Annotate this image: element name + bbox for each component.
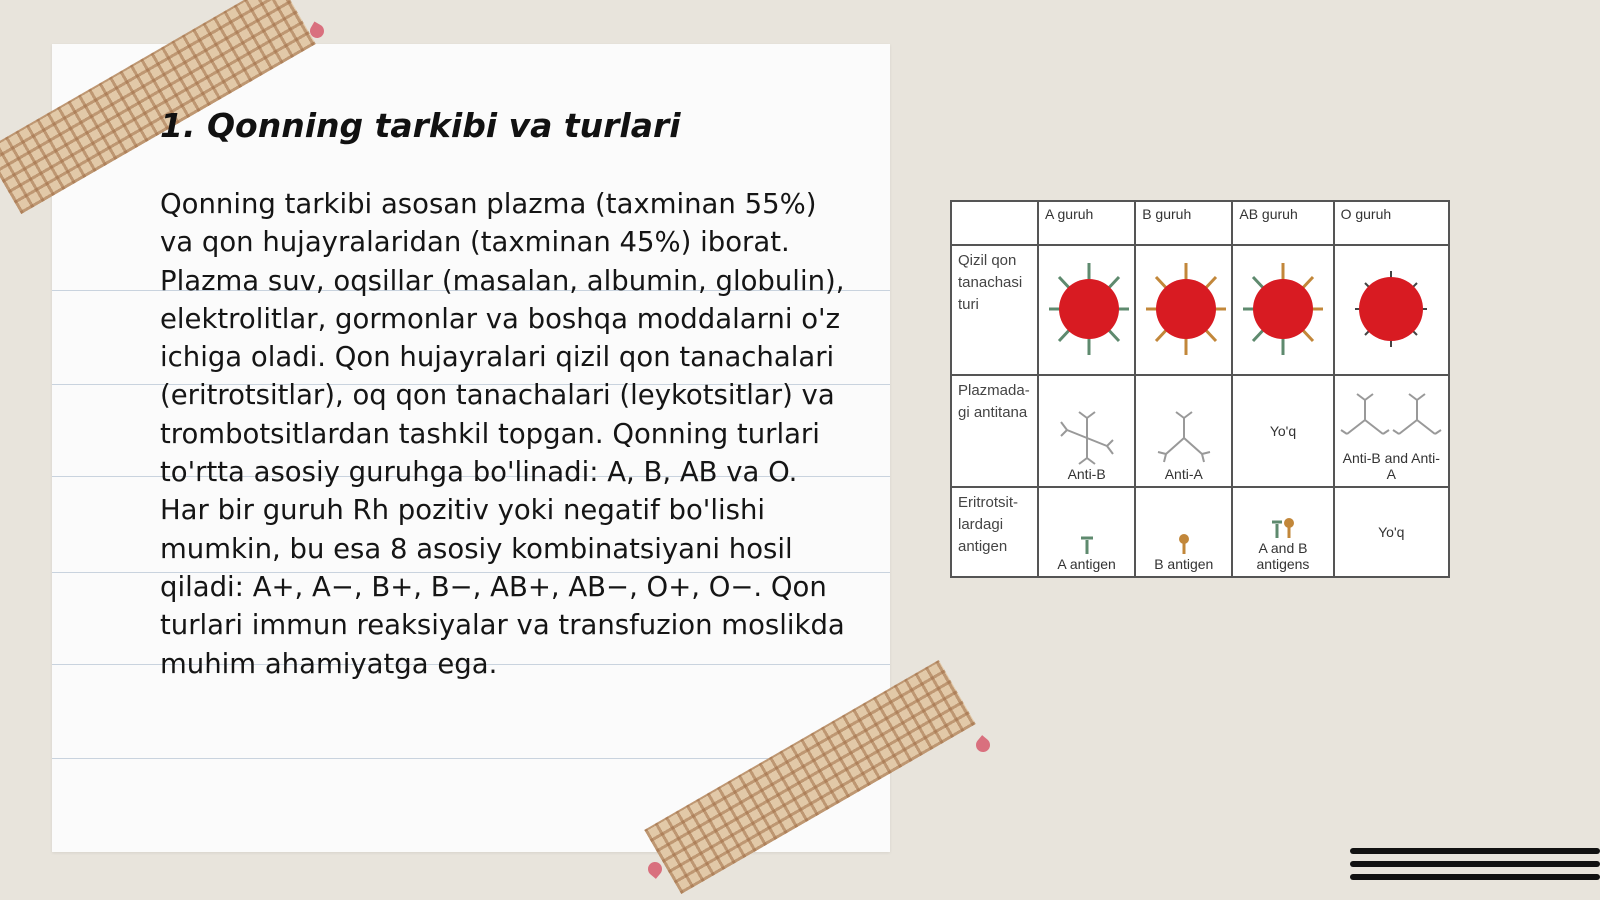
antigen-o-label: Yo'q xyxy=(1378,524,1405,540)
anti-b-antibody-icon xyxy=(1057,410,1117,466)
red-cell-ab-icon xyxy=(1239,253,1327,365)
antibody-o-label: Anti-B and Anti-A xyxy=(1342,450,1440,482)
antigen-b-label: B antigen xyxy=(1154,556,1214,572)
antigen-a-label: A antigen xyxy=(1057,556,1116,572)
slide-title: 1. Qonning tarkibi va turlari xyxy=(160,106,681,145)
antibody-a-cell xyxy=(1038,375,1135,487)
anti-a-and-b-antibody-icon xyxy=(1339,390,1443,450)
antigen-a-cell xyxy=(1038,487,1135,577)
row-label-antigen: Eritrotsit-lardagi antigen xyxy=(951,487,1038,577)
antigen-ab-cell xyxy=(1232,487,1333,577)
rbc-ab-cell xyxy=(1232,245,1333,375)
antigen-o-cell xyxy=(1334,487,1449,577)
antigen-b-cell xyxy=(1135,487,1232,577)
red-cell-a-icon xyxy=(1045,253,1133,365)
antibody-o-cell xyxy=(1334,375,1449,487)
antibody-b-cell xyxy=(1135,375,1232,487)
antibody-b-label: Anti-A xyxy=(1164,466,1203,482)
a-antigen-icon xyxy=(1077,532,1097,556)
row-label-antibody: Plazmada-gi antitana xyxy=(951,375,1038,487)
antigen-ab-label: A and B antigens xyxy=(1256,540,1310,572)
col-header-ab: AB guruh xyxy=(1232,201,1333,245)
rbc-a-cell xyxy=(1038,245,1135,375)
table-corner xyxy=(951,201,1038,245)
rbc-b-cell xyxy=(1135,245,1232,375)
antibody-ab-label: Yo'q xyxy=(1269,423,1297,439)
red-cell-o-icon xyxy=(1347,253,1435,365)
decorative-stripes xyxy=(1350,848,1600,887)
rbc-o-cell xyxy=(1334,245,1449,375)
col-header-a: A guruh xyxy=(1038,201,1135,245)
col-header-b: B guruh xyxy=(1135,201,1232,245)
blood-group-table xyxy=(950,200,1450,578)
anti-a-antibody-icon xyxy=(1154,410,1214,466)
antibody-ab-cell xyxy=(1232,375,1333,487)
antibody-a-label: Anti-B xyxy=(1067,466,1106,482)
col-header-o: O guruh xyxy=(1334,201,1449,245)
b-antigen-icon xyxy=(1174,532,1194,556)
red-cell-b-icon xyxy=(1142,253,1230,365)
slide-body: Qonning tarkibi asosan plazma (taxminan 55%) va qon hujayralaridan (taxminan 45%) iborat. Plazma suv, oqsillar (masalan, albumin, globulin), elektrolitlar, gormonlar va boshqa moddalarni o'z ichiga oladi. Qon hujayralari qizil qon tanachalari (eritrotsitlar), oq qon tanachalari (leykotsitlar) va trombotsitlardan tashkil topgan. Qonning turlari to'rtta asosiy guruhga bo'linadi: A, B, AB va O. Har bir guruh Rh pozitiv yoki negatif bo'lishi mumkin, bu esa 8 asosiy kombinatsiyani hosil qiladi: A+, A−, B+, B−, AB+, AB−, O+, O−. Qon turlari immun reaksiyalar va transfuzion moslikda muhim ahamiyatga ega. xyxy=(160,188,845,680)
row-label-cell-type: Qizil qon tanachasi turi xyxy=(951,245,1038,375)
tape-pin-bottom xyxy=(973,735,993,755)
ab-antigens-icon xyxy=(1268,516,1298,540)
